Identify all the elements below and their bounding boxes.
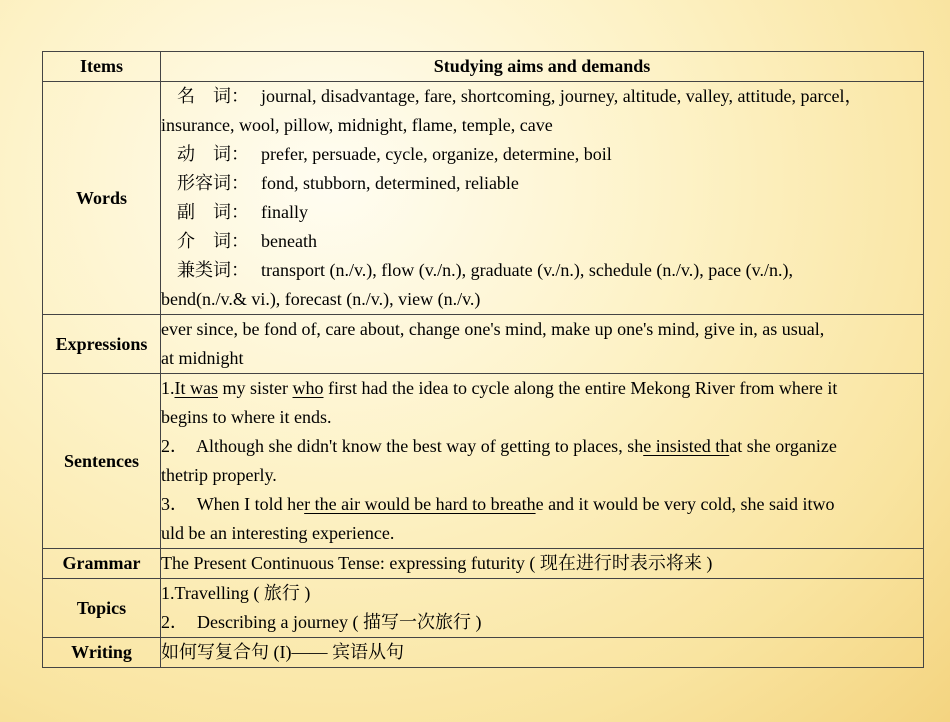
verb-pos: 动 词： [177,144,249,164]
multi-text-1: transport (n./v.), flow (v./n.), graduate (v./n.), schedule (n./v.), pace (v./n.), [261,260,793,280]
sentence-2-line-2: thetrip properly. [161,465,277,485]
sentence-1-underline-1: It was [174,378,218,398]
topics-text-1: 1.Travelling ( 旅行 ) [161,583,311,603]
words-row [43,82,924,315]
sentences-row [43,374,924,549]
noun-line [161,82,923,111]
noun-pos: 名 词： [177,86,249,106]
sentence-2-text-2: at she organize [729,436,837,456]
adv-text: finally [261,202,308,222]
verb-text: prefer, persuade, cycle, organize, determine, boil [261,144,612,164]
topics-label: Topics [43,579,161,638]
grammar-label: Grammar [43,549,161,579]
grammar-content [161,549,924,579]
writing-text: 如何写复合句 (I)—— 宾语从句 [161,642,404,662]
sentence-3-text-1: When I told he [196,494,305,514]
adj-pos: 形容词： [177,173,249,193]
prep-pos: 介 词： [177,231,249,251]
words-content [161,82,924,315]
study-aims-table [42,51,924,668]
multi-pos: 兼类词： [177,260,249,280]
adv-line [161,198,923,227]
sentence-1-line-2: begins to where it ends. [161,407,332,427]
prep-text: beneath [261,231,317,251]
writing-row [43,638,924,668]
expressions-label: Expressions [43,315,161,374]
sentence-1-line-1 [161,374,923,403]
noun-text-2: insurance, wool, pillow, midnight, flame, temple, cave [161,115,553,135]
prep-line [161,227,923,256]
sentence-1-underline-2: who [292,378,324,398]
topics-content [161,579,924,638]
words-label: Words [43,82,161,315]
topics-row [43,579,924,638]
adv-pos: 副 词： [177,202,249,222]
sentence-1-text-2: first had the idea to cycle along the entire Mekong River from where it [323,378,838,398]
writing-label: Writing [43,638,161,668]
grammar-text: The Present Continuous Tense: expressing futurity ( 现在进行时表示将来 ) [161,553,713,573]
sentences-content [161,374,924,549]
expressions-text-2: at midnight [161,348,244,368]
sentence-3-number: 3． [161,494,188,514]
topics-text-2: 2． Describing a journey ( 描写一次旅行 ) [161,612,482,632]
expressions-row [43,315,924,374]
sentence-3-line-2: uld be an interesting experience. [161,523,395,543]
grammar-row [43,549,924,579]
writing-content [161,638,924,668]
adj-text: fond, stubborn, determined, reliable [261,173,519,193]
sentence-2-underline: e insisted th [643,436,730,456]
sentence-3-line-1 [161,490,923,519]
multi-line [161,256,923,285]
sentence-3-text-2: e and it would be very cold, she said itwo [535,494,835,514]
header-aims: Studying aims and demands [161,52,924,82]
sentence-2-line-1 [161,432,923,461]
expressions-text-1: ever since, be fond of, care about, change one's mind, make up one's mind, give in, as usual, [161,319,825,339]
verb-line [161,140,923,169]
sentences-label: Sentences [43,374,161,549]
sentence-3-underline: r the air would be hard to breath [304,494,536,514]
sentence-1-text-1: my sister [218,378,293,398]
header-row [43,52,924,82]
multi-text-2: bend(n./v.& vi.), forecast (n./v.), view (n./v.) [161,289,481,309]
sentence-1-number: 1. [161,378,175,398]
sentence-2-number: 2． [161,436,188,456]
noun-text-1: journal, disadvantage, fare, shortcoming, journey, altitude, valley, attitude, parcel， [261,86,863,106]
expressions-content [161,315,924,374]
sentence-2-text-1: Although she didn't know the best way of getting to places, sh [196,436,644,456]
adj-line [161,169,923,198]
header-items: Items [43,52,161,82]
